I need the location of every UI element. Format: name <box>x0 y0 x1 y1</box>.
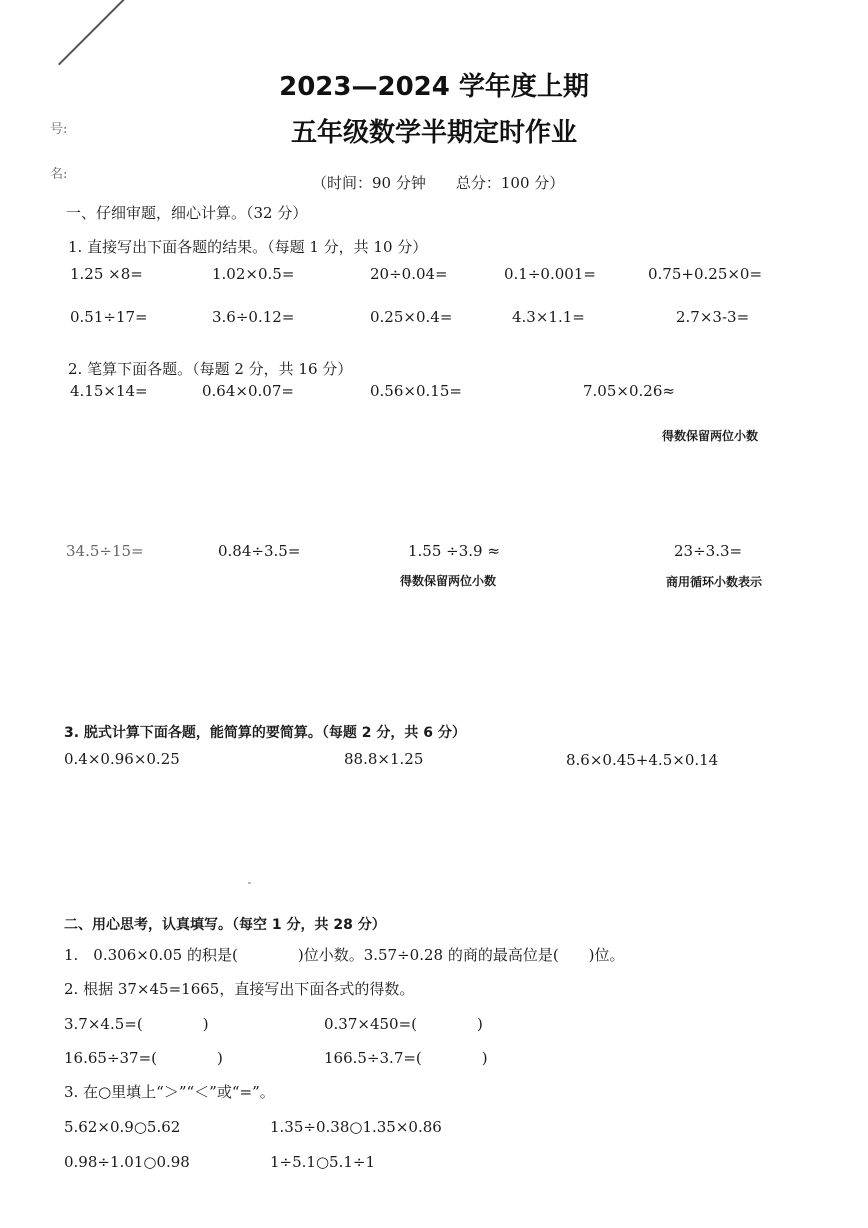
fill-q3-item: 5.62×0.9○5.62 <box>64 1118 181 1136</box>
q3-item: 8.6×0.45+4.5×0.14 <box>566 751 719 769</box>
fill-q3-item: 1÷5.1○5.1÷1 <box>270 1153 376 1171</box>
q2-heading: 2. 笔算下面各题。（每题 2 分，共 16 分） <box>68 360 353 378</box>
section-2-heading: 二、用心思考，认真填写。（每空 1 分，共 28 分） <box>64 917 386 933</box>
q2-note: 得数保留两位小数 <box>400 574 497 588</box>
q3-item: 88.8×1.25 <box>344 750 424 768</box>
q3-item: 0.4×0.96×0.25 <box>64 750 180 768</box>
q2-item: 34.5÷15= <box>66 542 144 560</box>
fill-q1: 1. 0.306×0.05 的积是( )位小数。3.57÷0.28 的商的最高位是( )位。 <box>64 946 625 964</box>
page-title: 五年级数学半期定时作业 <box>290 118 577 148</box>
exam-meta: （时间：90 分钟 总分：100 分） <box>312 174 565 192</box>
fill-q3: 3. 在○里填上“＞”“＜”或“=”。 <box>64 1083 275 1101</box>
fill-q3-item: 0.98÷1.01○0.98 <box>64 1153 190 1171</box>
q1-item: 0.51÷17= <box>70 308 148 326</box>
q1-item: 1.02×0.5= <box>212 265 295 283</box>
fill-q2-item: 3.7×4.5=( ) <box>64 1015 209 1033</box>
q1-item: 0.75+0.25×0= <box>648 265 763 283</box>
q2-note: 商用循环小数表示 <box>666 575 763 589</box>
q2-item: 0.64×0.07= <box>202 382 294 400</box>
q1-item: 2.7×3-3= <box>676 308 750 326</box>
fill-q2: 2. 根据 37×45=1665，直接写出下面各式的得数。 <box>64 980 415 998</box>
q1-item: 20÷0.04= <box>370 265 448 283</box>
section-1-heading: 一、仔细审题，细心计算。（32 分） <box>66 204 308 222</box>
q1-item: 4.3×1.1= <box>512 308 585 326</box>
fill-q3-item: 1.35÷0.38○1.35×0.86 <box>270 1118 442 1136</box>
fill-q2-item: 0.37×450=( ) <box>324 1015 483 1033</box>
q1-heading: 1. 直接写出下面各题的结果。（每题 1 分，共 10 分） <box>68 238 428 256</box>
fill-q2-item: 166.5÷3.7=( ) <box>324 1049 488 1067</box>
q1-item: 0.25×0.4= <box>370 308 453 326</box>
q1-item: 1.25 ×8= <box>70 265 143 283</box>
q2-item: 1.55 ÷3.9 ≈ <box>408 542 500 560</box>
fill-q2-item: 16.65÷37=( ) <box>64 1049 223 1067</box>
q2-item: 0.84÷3.5= <box>218 542 301 560</box>
page-title-year: 2023—2024 学年度上期 <box>279 72 589 102</box>
q2-item: 7.05×0.26≈ <box>583 382 675 400</box>
q1-item: 0.1÷0.001= <box>504 265 596 283</box>
q2-note: 得数保留两位小数 <box>662 429 759 443</box>
side-label-2: 名: <box>50 167 68 182</box>
q2-item: 0.56×0.15= <box>370 382 462 400</box>
q2-item: 23÷3.3= <box>674 542 743 560</box>
side-label-1: 号: <box>50 122 68 137</box>
q1-item: 3.6÷0.12= <box>212 308 295 326</box>
q3-heading: 3. 脱式计算下面各题，能简算的要简算。（每题 2 分，共 6 分） <box>64 725 466 741</box>
q2-item: 4.15×14= <box>70 382 148 400</box>
binding-line <box>58 0 225 65</box>
